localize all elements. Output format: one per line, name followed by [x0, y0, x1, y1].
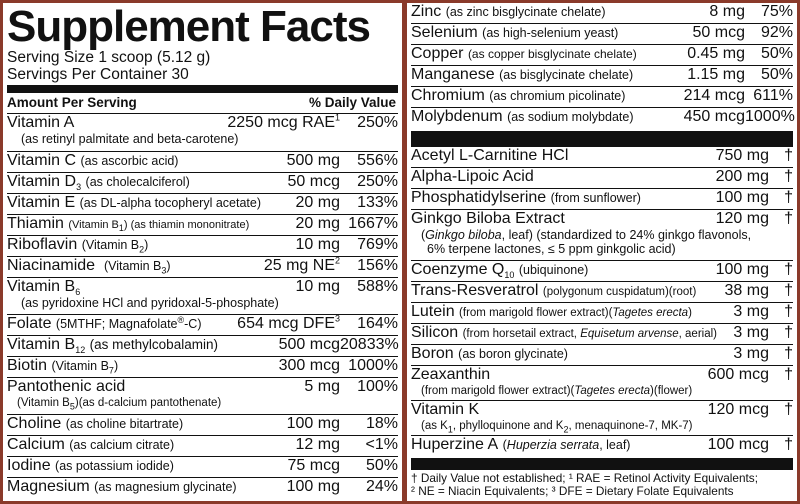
ingredient-row-alpha-lipoic-acid: Alpha-Lipoic Acid 200 mg † — [411, 168, 793, 189]
nutrient-row-vitamin-d3: Vitamin $D_3$ (as cholecalciferol) 50 mcg 250% — [7, 173, 398, 193]
nutrient-row-biotin: Biotin (Vitamin $B_7$) 300 mcg 1000% — [7, 357, 398, 378]
amount-header: Amount Per Serving — [7, 95, 137, 110]
nutrient-row-vitamin-a: Vitamin A 2250 mcg RAE$^1$ 250% (as retinyl palmitate and beta-carotene) — [7, 114, 398, 152]
ingredient-row-zeaxanthin: Zeaxanthin 600 mcg † (from marigold flower extract)(Tagetes erecta)(flower) — [411, 366, 793, 401]
nutrient-row-calcium: Calcium (as calcium citrate) 12 mg <1% — [7, 436, 398, 457]
nutrient-row-vitamin-c: Vitamin C (as ascorbic acid) 500 mg 556% — [7, 152, 398, 173]
ingredient-row-trans-resveratrol: Trans-Resveratrol (polygonum cuspidatum)(root) 38 mg † — [411, 282, 793, 303]
nutrient-row-riboflavin: Riboflavin (Vitamin $B_2$) 10 mg 769% — [7, 236, 398, 257]
divider-thick — [411, 458, 793, 470]
ingredient-row-lutein: Lutein (from marigold flower extract)(Tagetes erecta) 3 mg † — [411, 303, 793, 324]
nutrient-row-manganese: Manganese (as bisglycinate chelate) 1.15 mg 50% — [411, 66, 793, 87]
ingredient-row-acetyl-l-carnitine: Acetyl L-Carnitine HCl 750 mg † — [411, 147, 793, 168]
servings-per-container: Servings Per Container 30 — [7, 66, 189, 83]
nutrient-row-pantothenic-acid: Pantothenic acid 5 mg 100% (Vitamin $B_5)(as$ d-calcium pantothenate) — [7, 378, 398, 415]
nutrient-row-molybdenum: Molybdenum (as sodium molybdate) 450 mcg 1000% — [411, 108, 795, 125]
dv-header: % Daily Value — [308, 95, 396, 110]
ingredient-row-silicon: Silicon (from horsetail extract, Equisetum arvense, aerial) 3 mg † — [411, 324, 793, 345]
ingredient-row-phosphatidylserine: Phosphatidylserine (from sunflower) 100 mg † — [411, 189, 793, 210]
table-header — [7, 93, 398, 114]
ingredient-row-boron: Boron (as boron glycinate) 3 mg † — [411, 345, 793, 366]
nutrient-row-selenium: Selenium (as high-selenium yeast) 50 mcg 92% — [411, 24, 793, 45]
serving-size: Serving Size 1 scoop (5.12 g) — [7, 49, 211, 66]
footnote-line-2: ² NE = Niacin Equivalents; ³ DFE = Dietary Folate Equivalents — [411, 484, 734, 498]
nutrient-row-zinc: Zinc (as zinc bisglycinate chelate) 8 mg 75% — [411, 3, 793, 24]
nutrient-row-vitamin-e: Vitamin E (as DL-alpha tocopheryl acetate) 20 mg 133% — [7, 194, 398, 215]
ingredient-row-ginkgo-biloba: Ginkgo Biloba Extract 120 mg † (Ginkgo biloba, leaf) (standardized to 24% ginkgo flavonols, 6% terpene lactones, ≤ 5 ppm ginkgolic acid) — [411, 210, 793, 261]
nutrient-row-niacinamide: Niacinamide (Vitamin $B_3$) 25 mg $NE^2$ 156% — [7, 257, 398, 278]
divider-thick — [7, 85, 398, 93]
panel-title: Supplement Facts — [7, 3, 370, 51]
nutrient-row-copper: Copper (as copper bisglycinate chelate) 0.45 mg 50% — [411, 45, 793, 66]
ingredient-row-vitamin-k: Vitamin K 120 mcg † (as $K_1$, phylloquinone and $K_2$, menaquinone-7, MK-7) — [411, 401, 793, 435]
nutrient-row-magnesium: Magnesium (as magnesium glycinate) 100 mg 24% — [7, 478, 398, 495]
nutrient-row-folate: Folate (5MTHF; Magnafolate®-C) 654 mcg DFE$^3$ 164% — [7, 315, 398, 336]
divider-thick — [411, 131, 793, 147]
supplement-facts-right-panel — [407, 3, 797, 501]
nutrient-row-vitamin-b6: Vitamin $B_6$ 10 mg 588% (as pyridoxine HCl and pyridoxal-5-phosphate) — [7, 278, 398, 315]
nutrient-row-iodine: Iodine (as potassium iodide) 75 mcg 50% — [7, 457, 398, 478]
ingredient-row-huperzine-a: Huperzine A (Huperzia serrata, leaf) 100 mcg † — [411, 436, 793, 453]
supplement-facts-left-panel — [3, 3, 402, 501]
nutrient-row-thiamin: Thiamin (Vitamin $B_1$) (as thiamin mononitrate) 20 mg 1667% — [7, 215, 398, 236]
nutrient-row-choline: Choline (as choline bitartrate) 100 mg 18% — [7, 415, 398, 436]
footnote-line-1: † Daily Value not established; ¹ RAE = Retinol Activity Equivalents; — [411, 471, 758, 485]
nutrient-row-vitamin-b12: Vitamin $B_{12}$ (as methylcobalamin) 500 mcg 20833% — [7, 336, 399, 356]
nutrient-row-chromium: Chromium (as chromium picolinate) 214 mcg 611% — [411, 87, 793, 108]
ingredient-row-coenzyme-q10: Coenzyme $Q_{10}$ (ubiquinone) 100 mg † — [411, 261, 793, 281]
